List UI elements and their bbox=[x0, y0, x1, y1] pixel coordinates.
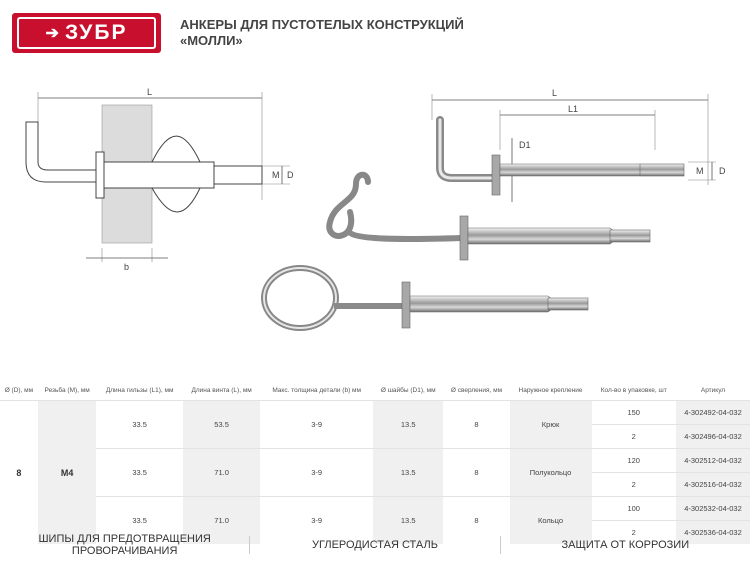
cell-article: 4-302492-04-032 bbox=[676, 401, 750, 425]
spec-table bbox=[0, 380, 750, 544]
table-row bbox=[0, 401, 750, 425]
cell-drill: 8 bbox=[443, 497, 509, 545]
cell-article: 4-302516-04-032 bbox=[676, 473, 750, 497]
feature-carbon-steel: УГЛЕРОДИСТАЯ СТАЛЬ bbox=[312, 539, 438, 551]
title-line-2: «МОЛЛИ» bbox=[180, 33, 243, 48]
brand-name: ЗУБР bbox=[64, 21, 128, 44]
header-article: Артикул bbox=[700, 386, 726, 394]
label-D1: D1 bbox=[519, 140, 531, 150]
cell-washer: 13.5 bbox=[373, 497, 443, 545]
table-row bbox=[0, 449, 750, 473]
cell-screw: 53.5 bbox=[183, 401, 260, 449]
title-line-1: АНКЕРЫ ДЛЯ ПУСТОТЕЛЫХ КОНСТРУКЦИЙ bbox=[180, 17, 464, 32]
technical-drawing bbox=[26, 87, 294, 272]
product-diagram bbox=[0, 70, 750, 380]
label-M-left: M bbox=[272, 170, 280, 180]
cell-drill: 8 bbox=[443, 449, 509, 497]
label-M-right: M bbox=[696, 166, 704, 176]
header-screw: Длина винта (L), мм bbox=[191, 386, 252, 394]
header-diameter: Ø (D), мм bbox=[4, 386, 34, 394]
label-b: b bbox=[124, 262, 130, 272]
cell-sleeve: 33.5 bbox=[96, 449, 182, 497]
cell-article: 4-302496-04-032 bbox=[676, 425, 750, 449]
cell-sleeve: 33.5 bbox=[96, 401, 182, 449]
cell-screw: 71.0 bbox=[183, 449, 260, 497]
logo-arrow-icon: ➔ bbox=[45, 25, 61, 42]
cell-article: 4-302512-04-032 bbox=[676, 449, 750, 473]
cell-sleeve: 33.5 bbox=[96, 497, 182, 545]
cell-mount: Кольцо bbox=[510, 497, 592, 545]
header-thread: Резьба (M), мм bbox=[44, 386, 90, 394]
features-bar bbox=[0, 530, 750, 560]
label-D-right: D bbox=[719, 166, 726, 176]
header-thickness: Макс. толщина детали (b) мм bbox=[272, 386, 361, 394]
header-drill: Ø сверления, мм bbox=[450, 386, 503, 394]
cell-screw: 71.0 bbox=[183, 497, 260, 545]
cell-qty: 2 bbox=[592, 425, 676, 449]
cell-thread: M4 bbox=[38, 401, 97, 545]
table-row bbox=[0, 497, 750, 521]
cell-thickness: 3-9 bbox=[260, 497, 373, 545]
feature-corrosion-protection: ЗАЩИТА ОТ КОРРОЗИИ bbox=[561, 539, 690, 551]
cell-washer: 13.5 bbox=[373, 401, 443, 449]
cell-drill: 8 bbox=[443, 401, 509, 449]
label-L1: L1 bbox=[568, 104, 579, 114]
cell-qty: 2 bbox=[592, 473, 676, 497]
label-L-left: L bbox=[147, 87, 153, 97]
cell-mount: Полукольцо bbox=[510, 449, 592, 497]
page-title bbox=[180, 17, 464, 49]
cell-qty: 100 bbox=[592, 497, 676, 521]
cell-thickness: 3-9 bbox=[260, 449, 373, 497]
cell-article: 4-302536-04-032 bbox=[676, 521, 750, 545]
feature-anti-rotation: ШИПЫ ДЛЯ ПРЕДОТВРАЩЕНИЯ ПРОВОРАЧИВАНИЯ bbox=[38, 533, 211, 557]
cell-mount: Крюк bbox=[510, 401, 592, 449]
header-washer: Ø шайбы (D1), мм bbox=[380, 386, 436, 394]
photo-dimensions bbox=[432, 88, 726, 202]
cell-qty: 120 bbox=[592, 449, 676, 473]
cell-diameter: 8 bbox=[0, 401, 38, 545]
label-D-left: D bbox=[287, 170, 294, 180]
header-mount: Наружное крепление bbox=[518, 386, 583, 394]
hook-shape bbox=[26, 122, 100, 182]
cell-qty: 150 bbox=[592, 401, 676, 425]
brand-logo bbox=[12, 13, 161, 53]
cell-article: 4-302532-04-032 bbox=[676, 497, 750, 521]
cell-qty: 2 bbox=[592, 521, 676, 545]
label-L-right: L bbox=[552, 88, 558, 98]
cell-thickness: 3-9 bbox=[260, 401, 373, 449]
header-sleeve: Длина гильзы (L1), мм bbox=[105, 386, 174, 394]
cell-washer: 13.5 bbox=[373, 449, 443, 497]
anchor-ring bbox=[264, 268, 588, 328]
anchor-hook bbox=[329, 175, 650, 260]
header-qty: Кол-во в упаковке, шт bbox=[600, 386, 667, 394]
anchor-hook-l bbox=[440, 120, 684, 195]
table-header-row bbox=[0, 380, 750, 401]
